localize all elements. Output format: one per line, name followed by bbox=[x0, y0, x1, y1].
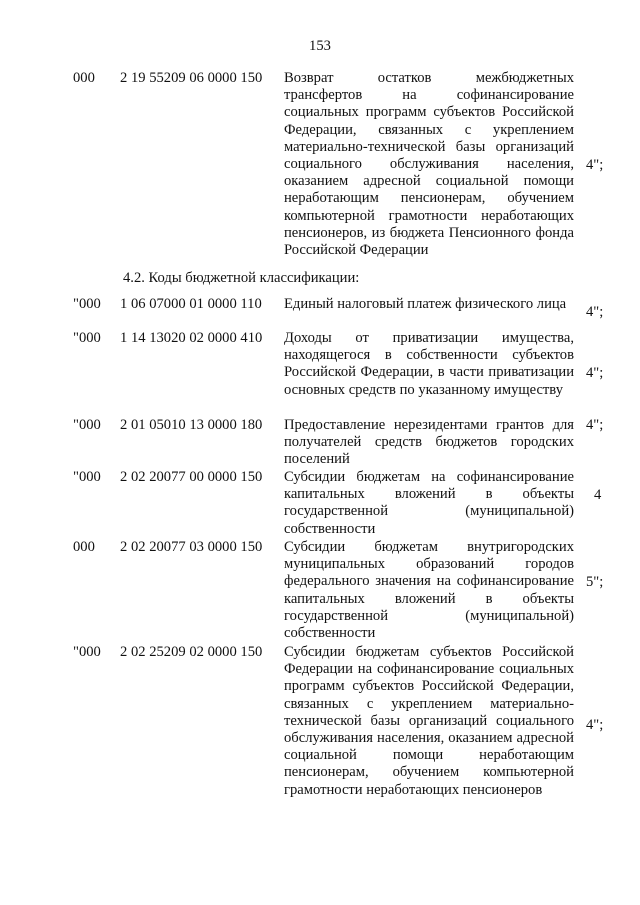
budget-code: 2 19 55209 06 0000 150 bbox=[120, 70, 263, 86]
row-description: Доходы от приватизации имущества, находящегося в собственности субъектов Российской Федерации, в части приватизации основных средств по указанному имуществу bbox=[284, 330, 574, 398]
row-reference: 4"; bbox=[586, 157, 604, 173]
page-number: 153 bbox=[309, 38, 331, 54]
row-reference: 4"; bbox=[586, 417, 604, 433]
budget-code: 1 14 13020 02 0000 410 bbox=[120, 330, 263, 346]
row-description: Предоставление нерезидентами грантов для получателей средств бюджетов городских поселений bbox=[284, 417, 574, 468]
budget-code: 2 02 20077 03 0000 150 bbox=[120, 539, 263, 555]
row-reference: 4"; bbox=[586, 304, 604, 320]
code-prefix: "000 bbox=[73, 296, 101, 312]
code-prefix: "000 bbox=[73, 330, 101, 346]
code-prefix: 000 bbox=[73, 70, 95, 86]
budget-code: 2 02 25209 02 0000 150 bbox=[120, 644, 263, 660]
row-reference: 5"; bbox=[586, 574, 604, 590]
row-reference: 4"; bbox=[586, 717, 604, 733]
budget-code: 2 01 05010 13 0000 180 bbox=[120, 417, 263, 433]
code-prefix: "000 bbox=[73, 644, 101, 660]
row-description: Единый налоговый платеж физического лица bbox=[284, 296, 567, 312]
row-description: Субсидии бюджетам субъектов Российской Федерации на софинансирование социальных программ субъектов Российской Федерации, связанных с укреплением материально-технической базы организаций социального обслуживания населения, оказанием адресной социальной помощи неработающим пенсионерам, обучением компьютерной грамотности неработающих пенсионеров bbox=[284, 644, 574, 798]
row-reference: 4"; bbox=[586, 365, 604, 381]
code-prefix: "000 bbox=[73, 417, 101, 433]
section-heading: 4.2. Коды бюджетной классификации: bbox=[123, 270, 360, 286]
row-description: Возврат остатков межбюджетных трансфертов на софинансирование социальных программ субъектов Российской Федерации, связанных с укреплением материально-технической базы организаций социального обслуживания населения, оказанием адресной социальной помощи неработающим пенсионерам, обучением компьютерной грамотности неработающих пенсионеров, из бюджета Пенсионного фонда Российской Федерации bbox=[284, 70, 574, 259]
code-prefix: "000 bbox=[73, 469, 101, 485]
row-reference: 4 bbox=[594, 487, 602, 503]
budget-code: 2 02 20077 00 0000 150 bbox=[120, 469, 263, 485]
budget-code: 1 06 07000 01 0000 110 bbox=[120, 296, 262, 312]
code-prefix: 000 bbox=[73, 539, 95, 555]
row-description: Субсидии бюджетам на софинансирование капитальных вложений в объекты государственной (муниципальной) собственности bbox=[284, 469, 574, 537]
row-description: Субсидии бюджетам внутригородских муниципальных образований городов федерального значения на софинансирование капитальных вложений в объекты государственной (муниципальной) собственности bbox=[284, 539, 574, 642]
